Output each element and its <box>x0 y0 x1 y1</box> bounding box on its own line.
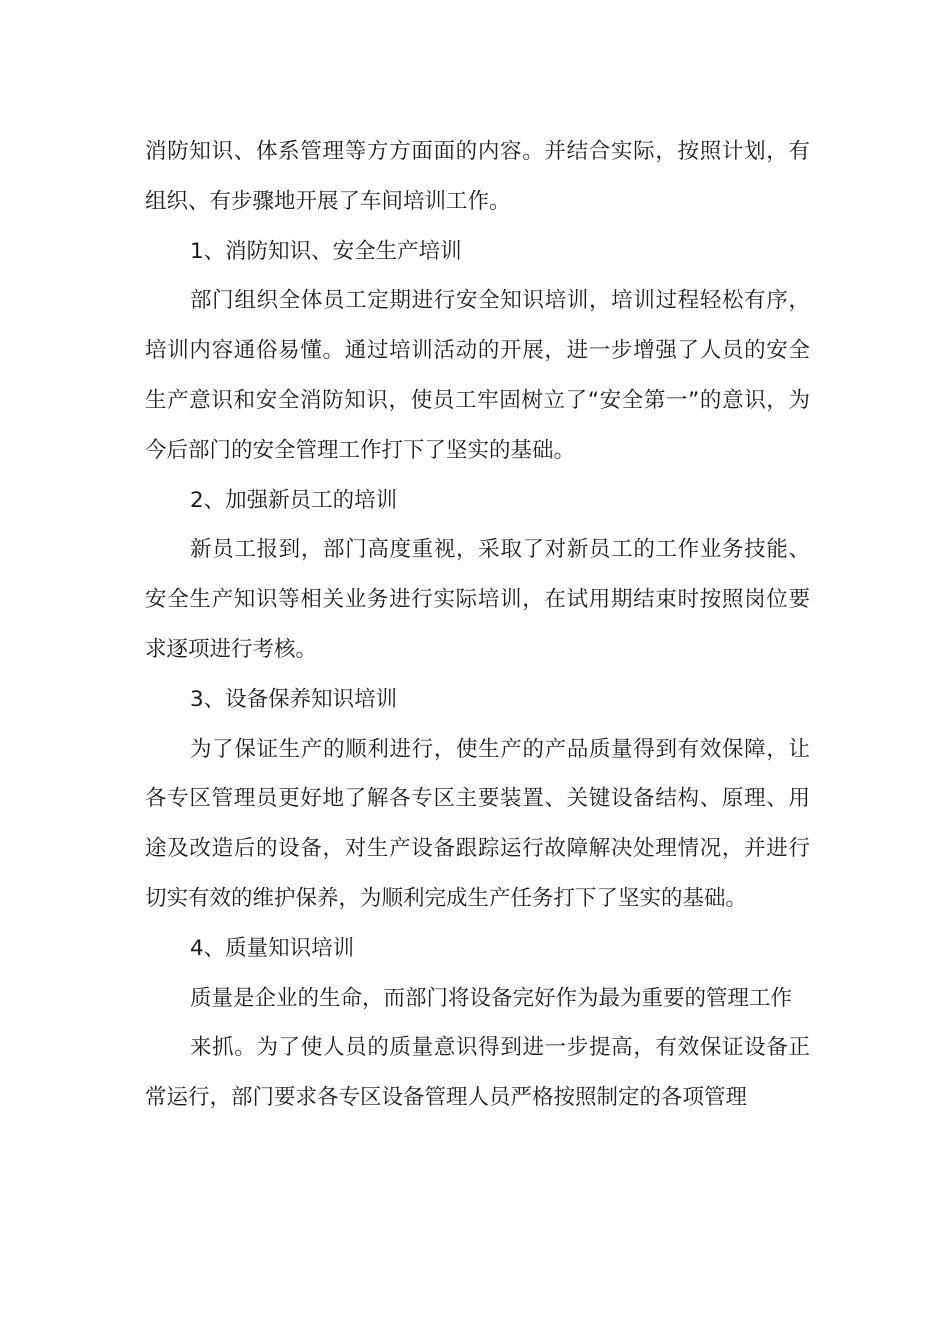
section-heading-new-employee: 2、加强新员工的培训 <box>190 487 398 513</box>
section-heading-quality: 4、质量知识培训 <box>190 935 355 961</box>
section-heading-equipment: 3、设备保养知识培训 <box>190 686 398 712</box>
paragraph-quality-part2: 来抓。为了使人员的质量意识得到进一步提高，有效保证设备正常运行，部门要求各专区设备管理人员严格按照制定的各项管理 <box>145 1035 810 1111</box>
paragraph-quality-part1: 质量是企业的生命，而部门将设备完好作为最为重要的管理工作 <box>190 985 793 1011</box>
paragraph-continued-intro: 消防知识、体系管理等方方面面的内容。并结合实际，按照计划，有组织、有步骤地开展了车间培训工作。 <box>145 139 810 214</box>
document-body <box>145 127 810 1123</box>
paragraph-fire-safety: 部门组织全体员工定期进行安全知识培训，培训过程轻松有序，培训内容通俗易懂。通过培训活动的开展，进一步增强了人员的安全生产意识和安全消防知识，使员工牢固树立了“安全第一”的意识，为今后部门的安全管理工作打下了坚实的基础。 <box>145 288 810 463</box>
section-heading-fire-safety: 1、消防知识、安全生产培训 <box>190 238 462 264</box>
paragraph-equipment: 为了保证生产的顺利进行，使生产的产品质量得到有效保障，让各专区管理员更好地了解各专区主要装置、关键设备结构、原理、用途及改造后的设备，对生产设备跟踪运行故障解决处理情况，并进行切实有效的维护保养，为顺利完成生产任务打下了坚实的基础。 <box>145 736 810 911</box>
paragraph-new-employee: 新员工报到，部门高度重视，采取了对新员工的工作业务技能、安全生产知识等相关业务进行实际培训，在试用期结束时按照岗位要求逐项进行考核。 <box>145 537 810 662</box>
